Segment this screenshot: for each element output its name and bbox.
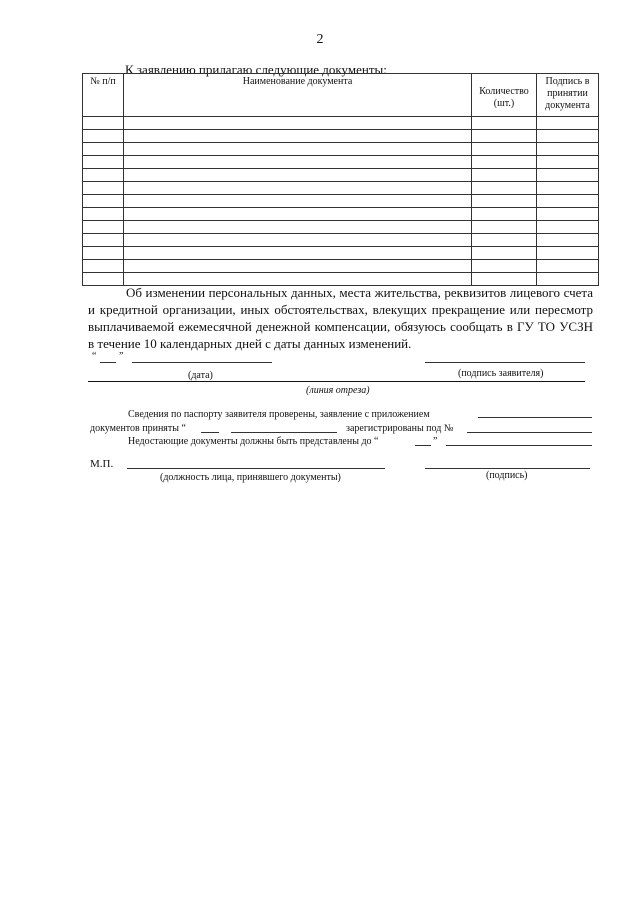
table-row <box>83 182 599 195</box>
applicant-signature-line <box>425 362 585 363</box>
row-quantity-cell <box>472 182 537 195</box>
row-quantity-cell <box>472 143 537 156</box>
row-signature-cell <box>537 117 599 130</box>
registered-label: зарегистрированы под № <box>346 423 454 434</box>
date-caption: (дата) <box>188 370 213 381</box>
page-number: 2 <box>316 32 324 47</box>
row-quantity-cell <box>472 195 537 208</box>
cut-line-caption: (линия отреза) <box>306 385 370 396</box>
applicant-signature-caption: (подпись заявителя) <box>458 368 544 379</box>
attachments-intro: К заявлению прилагаю следующие документы: <box>125 62 387 77</box>
row-name-cell <box>124 195 472 208</box>
table-row <box>83 169 599 182</box>
row-quantity-cell <box>472 208 537 221</box>
row-number-cell <box>83 169 124 182</box>
row-number-cell <box>83 247 124 260</box>
table-row <box>83 130 599 143</box>
row-name-cell <box>124 234 472 247</box>
table-row <box>83 247 599 260</box>
position-caption: (должность лица, принявшего документы) <box>160 472 341 483</box>
row-quantity-cell <box>472 169 537 182</box>
row-name-cell <box>124 247 472 260</box>
table-row <box>83 117 599 130</box>
date-rest-line <box>132 362 272 363</box>
table-row <box>83 260 599 273</box>
row-number-cell <box>83 130 124 143</box>
row-name-cell <box>124 130 472 143</box>
row-name-cell <box>124 169 472 182</box>
row-signature-cell <box>537 221 599 234</box>
row-quantity-cell <box>472 130 537 143</box>
col-signature-header: Подпись в принятии документа <box>537 74 599 117</box>
row-signature-cell <box>537 195 599 208</box>
row-name-cell <box>124 156 472 169</box>
date-day-line <box>100 362 116 363</box>
accepted-day-line <box>201 432 219 433</box>
cut-line <box>88 381 585 382</box>
missing-documents-label: Недостающие документы должны быть представлены до “ <box>128 436 379 447</box>
row-signature-cell <box>537 234 599 247</box>
row-number-cell <box>83 143 124 156</box>
missing-date-line <box>446 445 592 446</box>
missing-day-line <box>415 445 431 446</box>
row-quantity-cell <box>472 247 537 260</box>
row-signature-cell <box>537 247 599 260</box>
notice-text: Об изменении персональных данных, места жительства, реквизитов лицевого счета и кредитной организации, иных обстоятельствах, влекущих прекращение или пересмотр выплачиваемой ежемесячной денежной компенсации, обязуюсь сообщать в ГУ ТО УСЗН в течение 10 календарных дней с даты данных изменений. <box>88 285 593 351</box>
row-name-cell <box>124 221 472 234</box>
row-name-cell <box>124 143 472 156</box>
receiver-signature-caption: (подпись) <box>486 470 528 481</box>
receiver-signature-line <box>425 468 590 469</box>
table-row <box>83 156 599 169</box>
row-number-cell <box>83 182 124 195</box>
col-name-header: Наименование документа <box>124 74 472 117</box>
receipt-line1: Сведения по паспорту заявителя проверены, заявление с приложением <box>128 409 430 420</box>
row-signature-cell <box>537 182 599 195</box>
registration-number-line <box>467 432 592 433</box>
table-header-row <box>83 74 599 117</box>
row-quantity-cell <box>472 156 537 169</box>
row-signature-cell <box>537 208 599 221</box>
table-row <box>83 208 599 221</box>
row-quantity-cell <box>472 234 537 247</box>
row-signature-cell <box>537 130 599 143</box>
row-name-cell <box>124 182 472 195</box>
row-number-cell <box>83 234 124 247</box>
row-signature-cell <box>537 143 599 156</box>
missing-quote-close: ” <box>433 436 438 447</box>
row-quantity-cell <box>472 221 537 234</box>
row-signature-cell <box>537 260 599 273</box>
col-number-header: № п/п <box>83 74 124 117</box>
position-line <box>127 468 385 469</box>
date-quote-close: ” <box>119 351 124 362</box>
col-quantity-header: Количество (шт.) <box>472 74 537 117</box>
row-number-cell <box>83 195 124 208</box>
row-number-cell <box>83 117 124 130</box>
table-row <box>83 234 599 247</box>
row-number-cell <box>83 208 124 221</box>
table-row <box>83 195 599 208</box>
row-quantity-cell <box>472 117 537 130</box>
row-quantity-cell <box>472 260 537 273</box>
row-name-cell <box>124 260 472 273</box>
date-quote-open: “ <box>92 351 97 362</box>
row-number-cell <box>83 221 124 234</box>
table-body <box>83 117 599 286</box>
documents-table <box>82 73 599 286</box>
row-signature-cell <box>537 156 599 169</box>
accepted-date-line <box>231 432 337 433</box>
notice-paragraph <box>88 284 593 352</box>
table-row <box>83 143 599 156</box>
row-number-cell <box>83 156 124 169</box>
receipt-line1-blank <box>478 417 592 418</box>
row-number-cell <box>83 260 124 273</box>
row-name-cell <box>124 117 472 130</box>
table-row <box>83 221 599 234</box>
row-name-cell <box>124 208 472 221</box>
receipt-accepted-label: документов приняты “ <box>90 423 186 434</box>
seal-label: М.П. <box>90 458 114 470</box>
row-signature-cell <box>537 169 599 182</box>
